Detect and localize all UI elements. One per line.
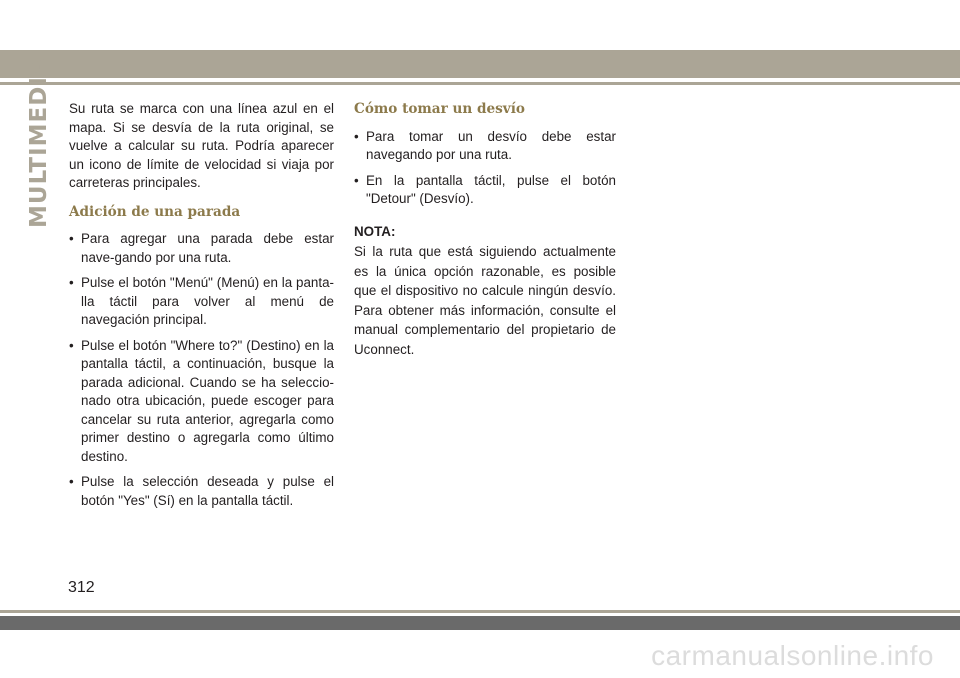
add-stop-list (69, 230, 334, 510)
header-rule (0, 82, 960, 85)
section-label: MULTIMEDIA (26, 57, 52, 228)
add-stop-heading: Adición de una parada (69, 203, 241, 220)
detour-list (354, 128, 616, 209)
right-column (354, 100, 616, 360)
note-text: Si la ruta que está siguiendo actualmente es la única opción razonable, es posible que el dispositivo no calcule ningún desvío. Para obtener más información, consulte el manual complementario del propietario de Uconnect. (354, 244, 616, 357)
list-item: • Pulse la selección deseada y pulse el botón "Yes" (Sí) en la pantalla táctil. (69, 473, 334, 510)
list-item: • Pulse el botón "Where to?" (Destino) en la pantalla táctil, a continuación, busque la parada adicional. Cuando se ha seleccio-nado otra ubicación, puede escoger para cancelar su ruta anterior, agregarla como primer destino o agregarla como último destino. (69, 337, 334, 467)
detour-heading: Cómo tomar un desvío (354, 101, 525, 117)
header-band (0, 50, 960, 78)
note-label: NOTA: (354, 223, 396, 239)
list-item: • En la pantalla táctil, pulse el botón "Detour" (Desvío). (354, 172, 616, 209)
watermark: carmanualsonline.info (651, 640, 934, 671)
left-column (69, 100, 334, 520)
intro-paragraph: Su ruta se marca con una línea azul en el mapa. Si se desvía de la ruta original, se vuelve a calcular su ruta. Podría aparecer un icono de límite de velocidad si viaja por carreteras principales. (69, 101, 334, 190)
list-item: • Para tomar un desvío debe estar navegando por una ruta. (354, 128, 616, 165)
list-item: • Para agregar una parada debe estar nave-gando por una ruta. (69, 230, 334, 267)
list-item: • Pulse el botón "Menú" (Menú) en la panta-lla táctil para volver al menú de navegación principal. (69, 274, 334, 330)
page-number: 312 (68, 579, 95, 596)
footer-rule (0, 610, 960, 613)
footer-band (0, 616, 960, 630)
